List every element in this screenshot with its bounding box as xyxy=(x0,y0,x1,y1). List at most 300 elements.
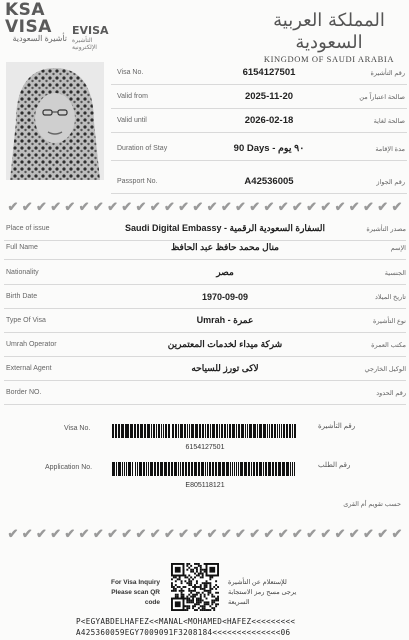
barcode-bar xyxy=(173,424,174,438)
qr-module xyxy=(177,578,179,580)
check-mark-icon: ✔ xyxy=(206,526,218,541)
ksa-visa-logo xyxy=(5,2,67,43)
visa-barcode-label-arabic: رقم التأشيرة xyxy=(318,423,356,430)
barcode-bar xyxy=(191,424,194,438)
qr-module xyxy=(209,576,211,578)
qr-module xyxy=(192,596,194,598)
ksa-logo-line2: VISA xyxy=(5,17,52,37)
qr-module xyxy=(192,599,194,601)
barcode-bar xyxy=(180,424,181,438)
qr-module xyxy=(188,601,190,603)
qr-module xyxy=(190,592,192,594)
inquiry-line2-arabic: يرجى مسح رمز الاستجابة السريعة xyxy=(228,589,297,606)
check-mark-icon: ✔ xyxy=(107,526,118,541)
evisa-logo xyxy=(72,24,116,51)
qr-module xyxy=(211,596,213,598)
valid-until-row xyxy=(111,109,407,133)
qr-module xyxy=(202,607,204,609)
barcode-bar xyxy=(126,462,127,476)
barcode-bar xyxy=(219,424,220,438)
qr-module xyxy=(177,594,179,596)
visa-type-value: Umrah - عمرة xyxy=(196,315,254,325)
qr-module xyxy=(206,603,208,605)
barcode-bar xyxy=(178,424,179,438)
check-mark-icon: ✔ xyxy=(377,199,389,214)
qr-module xyxy=(198,607,200,609)
qr-module xyxy=(204,571,206,573)
qr-module xyxy=(213,609,215,611)
barcode-bar xyxy=(171,462,173,476)
qr-module xyxy=(202,605,204,607)
external-agent-value: لاكى تورز للسياحه xyxy=(191,363,259,373)
qr-module xyxy=(181,588,183,590)
qr-module xyxy=(196,592,198,594)
qr-module xyxy=(198,603,200,605)
ksa-logo-subtitle: تأشيرة السعودية xyxy=(12,34,67,43)
qr-module xyxy=(194,588,196,590)
external-agent-row xyxy=(4,357,406,381)
qr-module xyxy=(177,596,179,598)
check-mark-icon: ✔ xyxy=(291,526,303,541)
barcode-bar xyxy=(116,462,117,476)
field-label: Passport No. xyxy=(117,178,158,185)
check-mark-icon: ✔ xyxy=(64,526,76,541)
qr-module xyxy=(204,586,206,588)
valid-from-row xyxy=(111,85,407,109)
check-mark-icon: ✔ xyxy=(149,526,161,541)
valid-from-value: 2025-11-20 xyxy=(244,91,294,102)
application-barcode-label-arabic: رقم الطلب xyxy=(318,462,351,469)
qr-module xyxy=(192,598,194,600)
qr-module xyxy=(190,571,192,573)
qr-module xyxy=(173,588,175,590)
barcode-bar xyxy=(241,424,244,438)
barcode-bar xyxy=(137,424,139,438)
barcode-bar xyxy=(232,424,235,438)
barcode-bar xyxy=(140,424,143,438)
field-label-arabic: رقم الحدود xyxy=(376,389,406,397)
passport-number-value: A42536005 xyxy=(244,176,294,187)
barcode-bar xyxy=(226,462,229,476)
qr-module xyxy=(198,573,200,575)
qr-module xyxy=(192,605,194,607)
umrah-operator-value: شركة ميداء لخدمات المعتمرين xyxy=(167,339,283,349)
barcode-bar xyxy=(195,424,198,438)
barcode-bar xyxy=(238,424,240,438)
qr-module xyxy=(194,605,196,607)
qr-module xyxy=(217,599,219,601)
qr-module xyxy=(207,603,209,605)
qr-module xyxy=(194,609,196,611)
qr-module xyxy=(188,590,190,592)
barcode-bar xyxy=(215,462,217,476)
barcode-bar xyxy=(175,424,177,438)
qr-module xyxy=(175,576,177,578)
check-mark-icon: ✔ xyxy=(50,526,62,541)
barcode-bar xyxy=(207,462,208,476)
qr-module xyxy=(200,571,202,573)
qr-module xyxy=(206,584,208,586)
barcode-bar xyxy=(234,462,235,476)
field-label: Birth Date xyxy=(6,293,38,300)
qr-module xyxy=(184,576,186,578)
check-mark-icon: ✔ xyxy=(235,526,246,541)
field-label-arabic: رقم الجواز xyxy=(376,178,405,186)
qr-module xyxy=(209,590,211,592)
barcode-bar xyxy=(122,462,123,476)
barcode-bar xyxy=(282,462,285,476)
barcode-bar xyxy=(201,462,204,476)
qr-module xyxy=(206,586,208,588)
qr-module xyxy=(196,575,198,577)
birth-date-row xyxy=(4,285,406,309)
qr-module xyxy=(190,584,192,586)
qr-module xyxy=(207,609,209,611)
qr-module xyxy=(213,586,215,588)
qr-module xyxy=(181,580,183,582)
check-mark-icon: ✔ xyxy=(334,199,346,214)
visa-qr-code[interactable] xyxy=(171,563,219,611)
qr-module xyxy=(175,590,177,592)
barcode-bar xyxy=(128,424,129,438)
inquiry-line1: For Visa Inquiry xyxy=(110,579,160,586)
qr-module xyxy=(206,601,208,603)
qr-module xyxy=(194,603,196,605)
holder-photo xyxy=(6,62,104,180)
qr-module xyxy=(188,599,190,601)
qr-module xyxy=(217,586,219,588)
qr-module xyxy=(171,582,173,584)
barcode-bar xyxy=(205,462,206,476)
barcode-bar xyxy=(265,462,267,476)
qr-module xyxy=(204,563,206,565)
barcode-bar xyxy=(247,424,248,438)
duration-row xyxy=(111,137,407,161)
qr-module xyxy=(200,605,202,607)
check-mark-icon: ✔ xyxy=(135,199,147,214)
barcode-bar xyxy=(227,424,228,438)
check-mark-icon: ✔ xyxy=(64,199,76,214)
check-mark-icon: ✔ xyxy=(277,526,289,541)
check-mark-icon: ✔ xyxy=(249,526,261,541)
barcode-bar xyxy=(240,462,243,476)
barcode-bar xyxy=(277,424,278,438)
qr-module xyxy=(192,586,194,588)
field-label-arabic: صالحة اعتباراً من xyxy=(359,93,405,101)
qr-module xyxy=(200,599,202,601)
qr-module xyxy=(194,590,196,592)
qr-module xyxy=(200,573,202,575)
check-mark-icon: ✔ xyxy=(78,199,90,214)
qr-module xyxy=(207,590,209,592)
barcode-bar xyxy=(189,424,190,438)
qr-module xyxy=(171,586,173,588)
qr-module xyxy=(198,592,200,594)
check-mark-icon: ✔ xyxy=(35,526,47,541)
check-mark-icon: ✔ xyxy=(192,199,204,214)
qr-module xyxy=(194,586,196,588)
full-name-value: منال محمد حافظ عبد الحافظ xyxy=(171,242,279,252)
qr-module xyxy=(200,584,202,586)
qr-module xyxy=(192,571,194,573)
barcode-bar xyxy=(202,424,204,438)
qr-module xyxy=(183,596,185,598)
application-barcode-number: E805118121 xyxy=(185,482,225,489)
field-label: Full Name xyxy=(6,244,38,251)
qr-module xyxy=(188,580,190,582)
qr-module xyxy=(190,565,192,567)
barcode-bar xyxy=(187,424,188,438)
barcode-bar xyxy=(154,462,156,476)
security-check-strip-bottom xyxy=(6,526,404,542)
qr-module xyxy=(200,601,202,603)
field-label: Umrah Operator xyxy=(6,341,57,348)
nationality-value: مصر xyxy=(216,267,234,277)
barcode-bar xyxy=(125,424,128,438)
qr-module xyxy=(188,605,190,607)
qr-module xyxy=(194,573,196,575)
barcode-bar xyxy=(121,424,124,438)
qr-module xyxy=(217,596,219,598)
qr-module xyxy=(200,565,202,567)
barcode-bar xyxy=(283,424,285,438)
field-label-arabic: الجنسية xyxy=(384,269,406,277)
barcode-bar xyxy=(124,462,125,476)
qr-module xyxy=(190,582,192,584)
qr-module xyxy=(175,588,177,590)
inquiry-text-english xyxy=(96,578,160,608)
field-label-arabic: مدة الإقامة xyxy=(375,145,405,153)
barcode-bar xyxy=(268,462,271,476)
qr-module xyxy=(196,580,198,582)
qr-module xyxy=(196,563,198,565)
qr-module xyxy=(188,567,190,569)
qr-module xyxy=(207,601,209,603)
qr-module xyxy=(188,588,190,590)
qr-module xyxy=(198,575,200,577)
qr-module xyxy=(188,607,190,609)
qr-module xyxy=(171,578,173,580)
qr-module xyxy=(188,575,190,577)
check-mark-icon: ✔ xyxy=(220,199,232,214)
qr-module xyxy=(184,609,186,611)
duration-value: 90 Days - ٩٠ يوم xyxy=(233,143,305,154)
barcode-bar xyxy=(132,462,133,476)
qr-module xyxy=(194,596,196,598)
barcode-bar xyxy=(118,424,120,438)
qr-module xyxy=(211,603,213,605)
check-mark-icon: ✔ xyxy=(206,199,218,214)
field-label-arabic: الوكيل الخارجي xyxy=(364,365,406,373)
barcode-bar xyxy=(146,462,147,476)
check-mark-icon: ✔ xyxy=(306,526,318,541)
barcode-bar xyxy=(253,424,256,438)
qr-module xyxy=(184,605,186,607)
qr-module xyxy=(200,609,202,611)
barcode-bar xyxy=(253,462,255,476)
check-mark-icon: ✔ xyxy=(348,526,360,541)
qr-module xyxy=(204,601,206,603)
qr-module xyxy=(190,599,192,601)
check-mark-icon: ✔ xyxy=(135,526,147,541)
barcode-bar xyxy=(165,424,167,438)
qr-module xyxy=(179,590,181,592)
barcode-bar xyxy=(256,462,258,476)
barcode-bar xyxy=(112,424,114,438)
qr-module xyxy=(186,569,188,571)
qr-module xyxy=(175,596,177,598)
visa-barcode-number: 6154127501 xyxy=(185,444,225,451)
qr-module xyxy=(209,586,211,588)
qr-module xyxy=(190,596,192,598)
security-check-strip-top xyxy=(6,199,404,215)
qr-module xyxy=(200,567,202,569)
qr-module xyxy=(190,601,192,603)
barcode-bar xyxy=(248,462,250,476)
check-mark-icon: ✔ xyxy=(163,199,175,214)
field-label: Border NO. xyxy=(6,389,42,396)
qr-module xyxy=(204,596,206,598)
barcode-bar xyxy=(249,424,250,438)
barcode-bar xyxy=(207,424,209,438)
qr-module xyxy=(181,594,183,596)
barcode-bar xyxy=(153,424,155,438)
barcode-bar xyxy=(115,424,117,438)
barcode-bar xyxy=(163,424,164,438)
barcode-bar xyxy=(232,462,233,476)
check-mark-icon: ✔ xyxy=(249,199,261,214)
qr-module xyxy=(206,582,208,584)
check-mark-icon: ✔ xyxy=(263,526,275,541)
qr-module xyxy=(184,580,186,582)
check-mark-icon: ✔ xyxy=(320,526,332,541)
barcode-bar xyxy=(210,424,211,438)
barcode-bar xyxy=(158,424,160,438)
qr-module xyxy=(204,590,206,592)
field-label-arabic: مكتب العمرة xyxy=(371,341,406,349)
qr-module xyxy=(173,590,175,592)
qr-module xyxy=(217,598,219,600)
qr-module xyxy=(211,601,213,603)
barcode-bar xyxy=(259,424,262,438)
check-mark-icon: ✔ xyxy=(320,199,332,214)
check-mark-icon: ✔ xyxy=(391,199,403,214)
barcode-bar xyxy=(294,462,295,476)
barcode-bar xyxy=(259,462,262,476)
qr-module xyxy=(198,601,200,603)
qr-module xyxy=(211,588,213,590)
qr-module xyxy=(215,580,217,582)
barcode-bar xyxy=(271,424,273,438)
field-label-arabic: تاريخ الميلاد xyxy=(374,293,406,301)
qr-module xyxy=(194,576,196,578)
barcode-bar xyxy=(198,462,200,476)
qr-module xyxy=(215,603,217,605)
nationality-row xyxy=(4,261,406,285)
qr-module xyxy=(209,567,215,573)
qr-module xyxy=(206,590,208,592)
barcode-bar xyxy=(218,462,221,476)
check-mark-icon: ✔ xyxy=(121,526,133,541)
barcode-bar xyxy=(168,424,170,438)
qr-module xyxy=(190,569,192,571)
barcode-bar xyxy=(118,462,121,476)
qr-module xyxy=(209,592,211,594)
check-mark-icon: ✔ xyxy=(149,199,161,214)
qr-module xyxy=(202,592,204,594)
check-mark-icon: ✔ xyxy=(21,199,33,214)
barcode-bar xyxy=(294,424,296,438)
qr-module xyxy=(207,582,209,584)
barcode-bar xyxy=(180,462,181,476)
qr-module xyxy=(211,607,213,609)
valid-until-value: 2026-02-18 xyxy=(244,115,294,126)
barcode-bar xyxy=(216,424,218,438)
barcode-bar xyxy=(182,462,184,476)
qr-module xyxy=(209,605,211,607)
qr-module xyxy=(202,575,204,577)
barcode-bar xyxy=(267,424,268,438)
check-mark-icon: ✔ xyxy=(7,526,19,541)
qr-module xyxy=(192,594,194,596)
check-mark-icon: ✔ xyxy=(291,199,303,214)
barcode-bar xyxy=(135,462,136,476)
qr-module xyxy=(198,598,200,600)
barcode-bar xyxy=(263,424,266,438)
qr-module xyxy=(215,599,217,601)
barcode-bar xyxy=(245,424,246,438)
qr-module xyxy=(192,590,194,592)
barcode-bar xyxy=(209,462,211,476)
qr-module xyxy=(198,599,200,601)
qr-module xyxy=(215,592,217,594)
inquiry-text-arabic xyxy=(228,578,308,608)
qr-module xyxy=(179,586,181,588)
check-mark-icon: ✔ xyxy=(121,199,133,214)
qr-module xyxy=(194,584,196,586)
qr-module xyxy=(183,586,185,588)
visa-number-row xyxy=(111,61,407,85)
qr-module xyxy=(186,582,188,584)
barcode-bar xyxy=(230,462,231,476)
qr-module xyxy=(200,586,202,588)
qr-module xyxy=(209,588,211,590)
qr-module xyxy=(204,569,206,571)
application-number-barcode xyxy=(112,462,298,476)
check-mark-icon: ✔ xyxy=(391,526,403,541)
qr-module xyxy=(196,601,198,603)
barcode-bar xyxy=(156,424,157,438)
visa-type-row xyxy=(4,309,406,333)
qr-module xyxy=(215,584,217,586)
qr-module xyxy=(183,590,185,592)
barcode-bar xyxy=(143,462,145,476)
kingdom-title xyxy=(254,10,404,64)
qr-module xyxy=(207,592,209,594)
check-mark-icon: ✔ xyxy=(78,526,90,541)
qr-module xyxy=(171,590,173,592)
qr-module xyxy=(217,603,219,605)
qr-module xyxy=(186,607,188,609)
barcode-bar xyxy=(205,424,206,438)
check-mark-icon: ✔ xyxy=(306,199,318,214)
barcode-bar xyxy=(224,424,226,438)
check-mark-icon: ✔ xyxy=(107,199,118,214)
qr-module xyxy=(213,599,215,601)
qr-module xyxy=(217,592,219,594)
qr-module xyxy=(181,590,183,592)
qr-module xyxy=(186,605,188,607)
